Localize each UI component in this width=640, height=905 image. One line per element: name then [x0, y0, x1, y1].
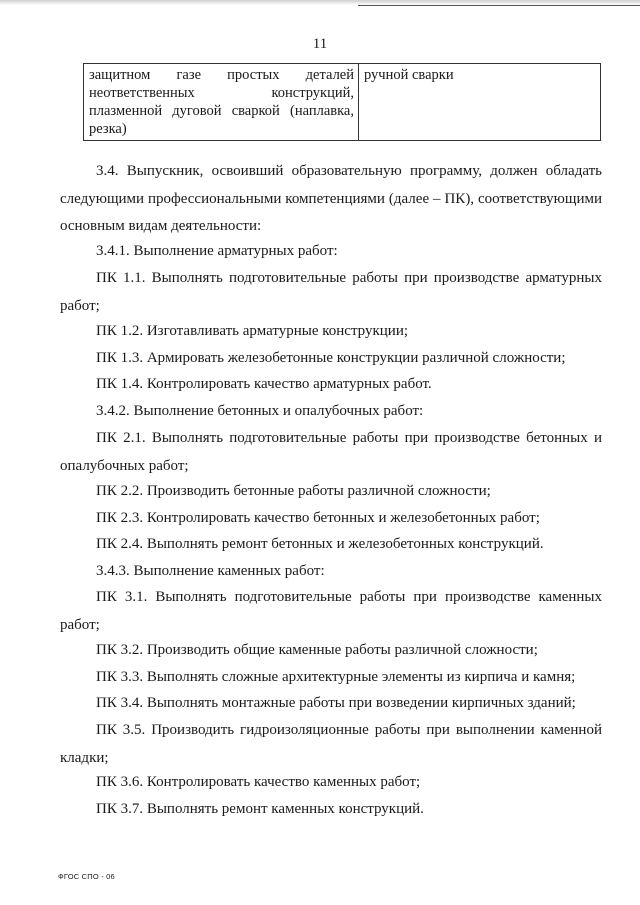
- text-line: ПК 2.1. Выполнять подготовительные работы при производстве бетонных и: [96, 430, 602, 446]
- section-heading: [60, 238, 602, 266]
- paragraph: [60, 796, 602, 824]
- paragraph: [60, 664, 602, 692]
- paragraph: [60, 690, 602, 718]
- paragraph: [60, 769, 602, 797]
- text-line: основным видам деятельности:: [60, 218, 262, 234]
- paragraph: [60, 425, 602, 480]
- paragraph: [60, 371, 602, 399]
- text-line: ПК 3.2. Производить общие каменные работы различной сложности;: [96, 642, 538, 658]
- table-cell-activity: [84, 64, 359, 141]
- text-line: ПК 2.4. Выполнять ремонт бетонных и железобетонных конструкций.: [96, 536, 544, 552]
- paragraph: [60, 584, 602, 639]
- continued-table: [83, 63, 601, 141]
- table-cell-qualification: ручной сварки: [359, 64, 601, 141]
- text-line: ПК 3.5. Производить гидроизоляционные работы при выполнении каменной: [96, 722, 602, 738]
- table-cell-line: неответственных конструкций,: [89, 85, 354, 101]
- paragraph: [60, 318, 602, 346]
- footer-code: ФГОС СПО - 06: [58, 872, 115, 881]
- table-row: [84, 64, 601, 141]
- scan-top-rule: [358, 5, 640, 6]
- text-line: опалубочных работ;: [60, 457, 189, 474]
- table-cell-line: плазменной дуговой сваркой (наплавка,: [89, 103, 354, 119]
- paragraph: [60, 345, 602, 373]
- table-cell-line: резка): [89, 121, 127, 137]
- text-line: 3.4.3. Выполнение каменных работ:: [96, 563, 325, 579]
- table-cell-line: защитном газе простых деталей: [89, 67, 354, 83]
- text-line: ПК 3.6. Контролировать качество каменных работ;: [96, 774, 421, 790]
- text-line: кладки;: [60, 749, 109, 766]
- text-line: ПК 1.2. Изготавливать арматурные конструкции;: [96, 323, 409, 339]
- paragraph: [60, 478, 602, 506]
- paragraph: [60, 505, 602, 533]
- text-line: работ;: [60, 616, 100, 633]
- text-line: 3.4.2. Выполнение бетонных и опалубочных работ:: [96, 403, 424, 419]
- paragraph: [60, 158, 602, 241]
- section-heading: [60, 558, 602, 586]
- page-number: 11: [312, 36, 328, 52]
- paragraph: [60, 637, 602, 665]
- text-line: ПК 3.7. Выполнять ремонт каменных конструкций.: [96, 801, 424, 817]
- text-line: следующими профессиональными компетенциями (далее – ПК), соответствующими: [60, 190, 602, 207]
- text-line: ПК 3.3. Выполнять сложные архитектурные элементы из кирпича и камня;: [96, 669, 576, 685]
- text-line: 3.4.1. Выполнение арматурных работ:: [96, 243, 338, 259]
- text-line: ПК 1.1. Выполнять подготовительные работы при производстве арматурных: [96, 270, 602, 286]
- text-line: ПК 1.3. Армировать железобетонные конструкции различной сложности;: [96, 350, 566, 366]
- text-line: ПК 1.4. Контролировать качество арматурных работ.: [96, 376, 432, 392]
- paragraph: [60, 265, 602, 320]
- section-heading: [60, 398, 602, 426]
- text-line: работ;: [60, 297, 100, 314]
- paragraph: [60, 717, 602, 772]
- paragraph: [60, 531, 602, 559]
- text-line: 3.4. Выпускник, освоивший образовательную программу, должен обладать: [96, 163, 602, 179]
- text-line: ПК 2.2. Производить бетонные работы различной сложности;: [96, 483, 491, 499]
- text-line: ПК 2.3. Контролировать качество бетонных и железобетонных работ;: [96, 510, 540, 526]
- text-line: ПК 3.1. Выполнять подготовительные работы при производстве каменных: [96, 589, 602, 605]
- text-line: ПК 3.4. Выполнять монтажные работы при возведении кирпичных зданий;: [96, 695, 576, 711]
